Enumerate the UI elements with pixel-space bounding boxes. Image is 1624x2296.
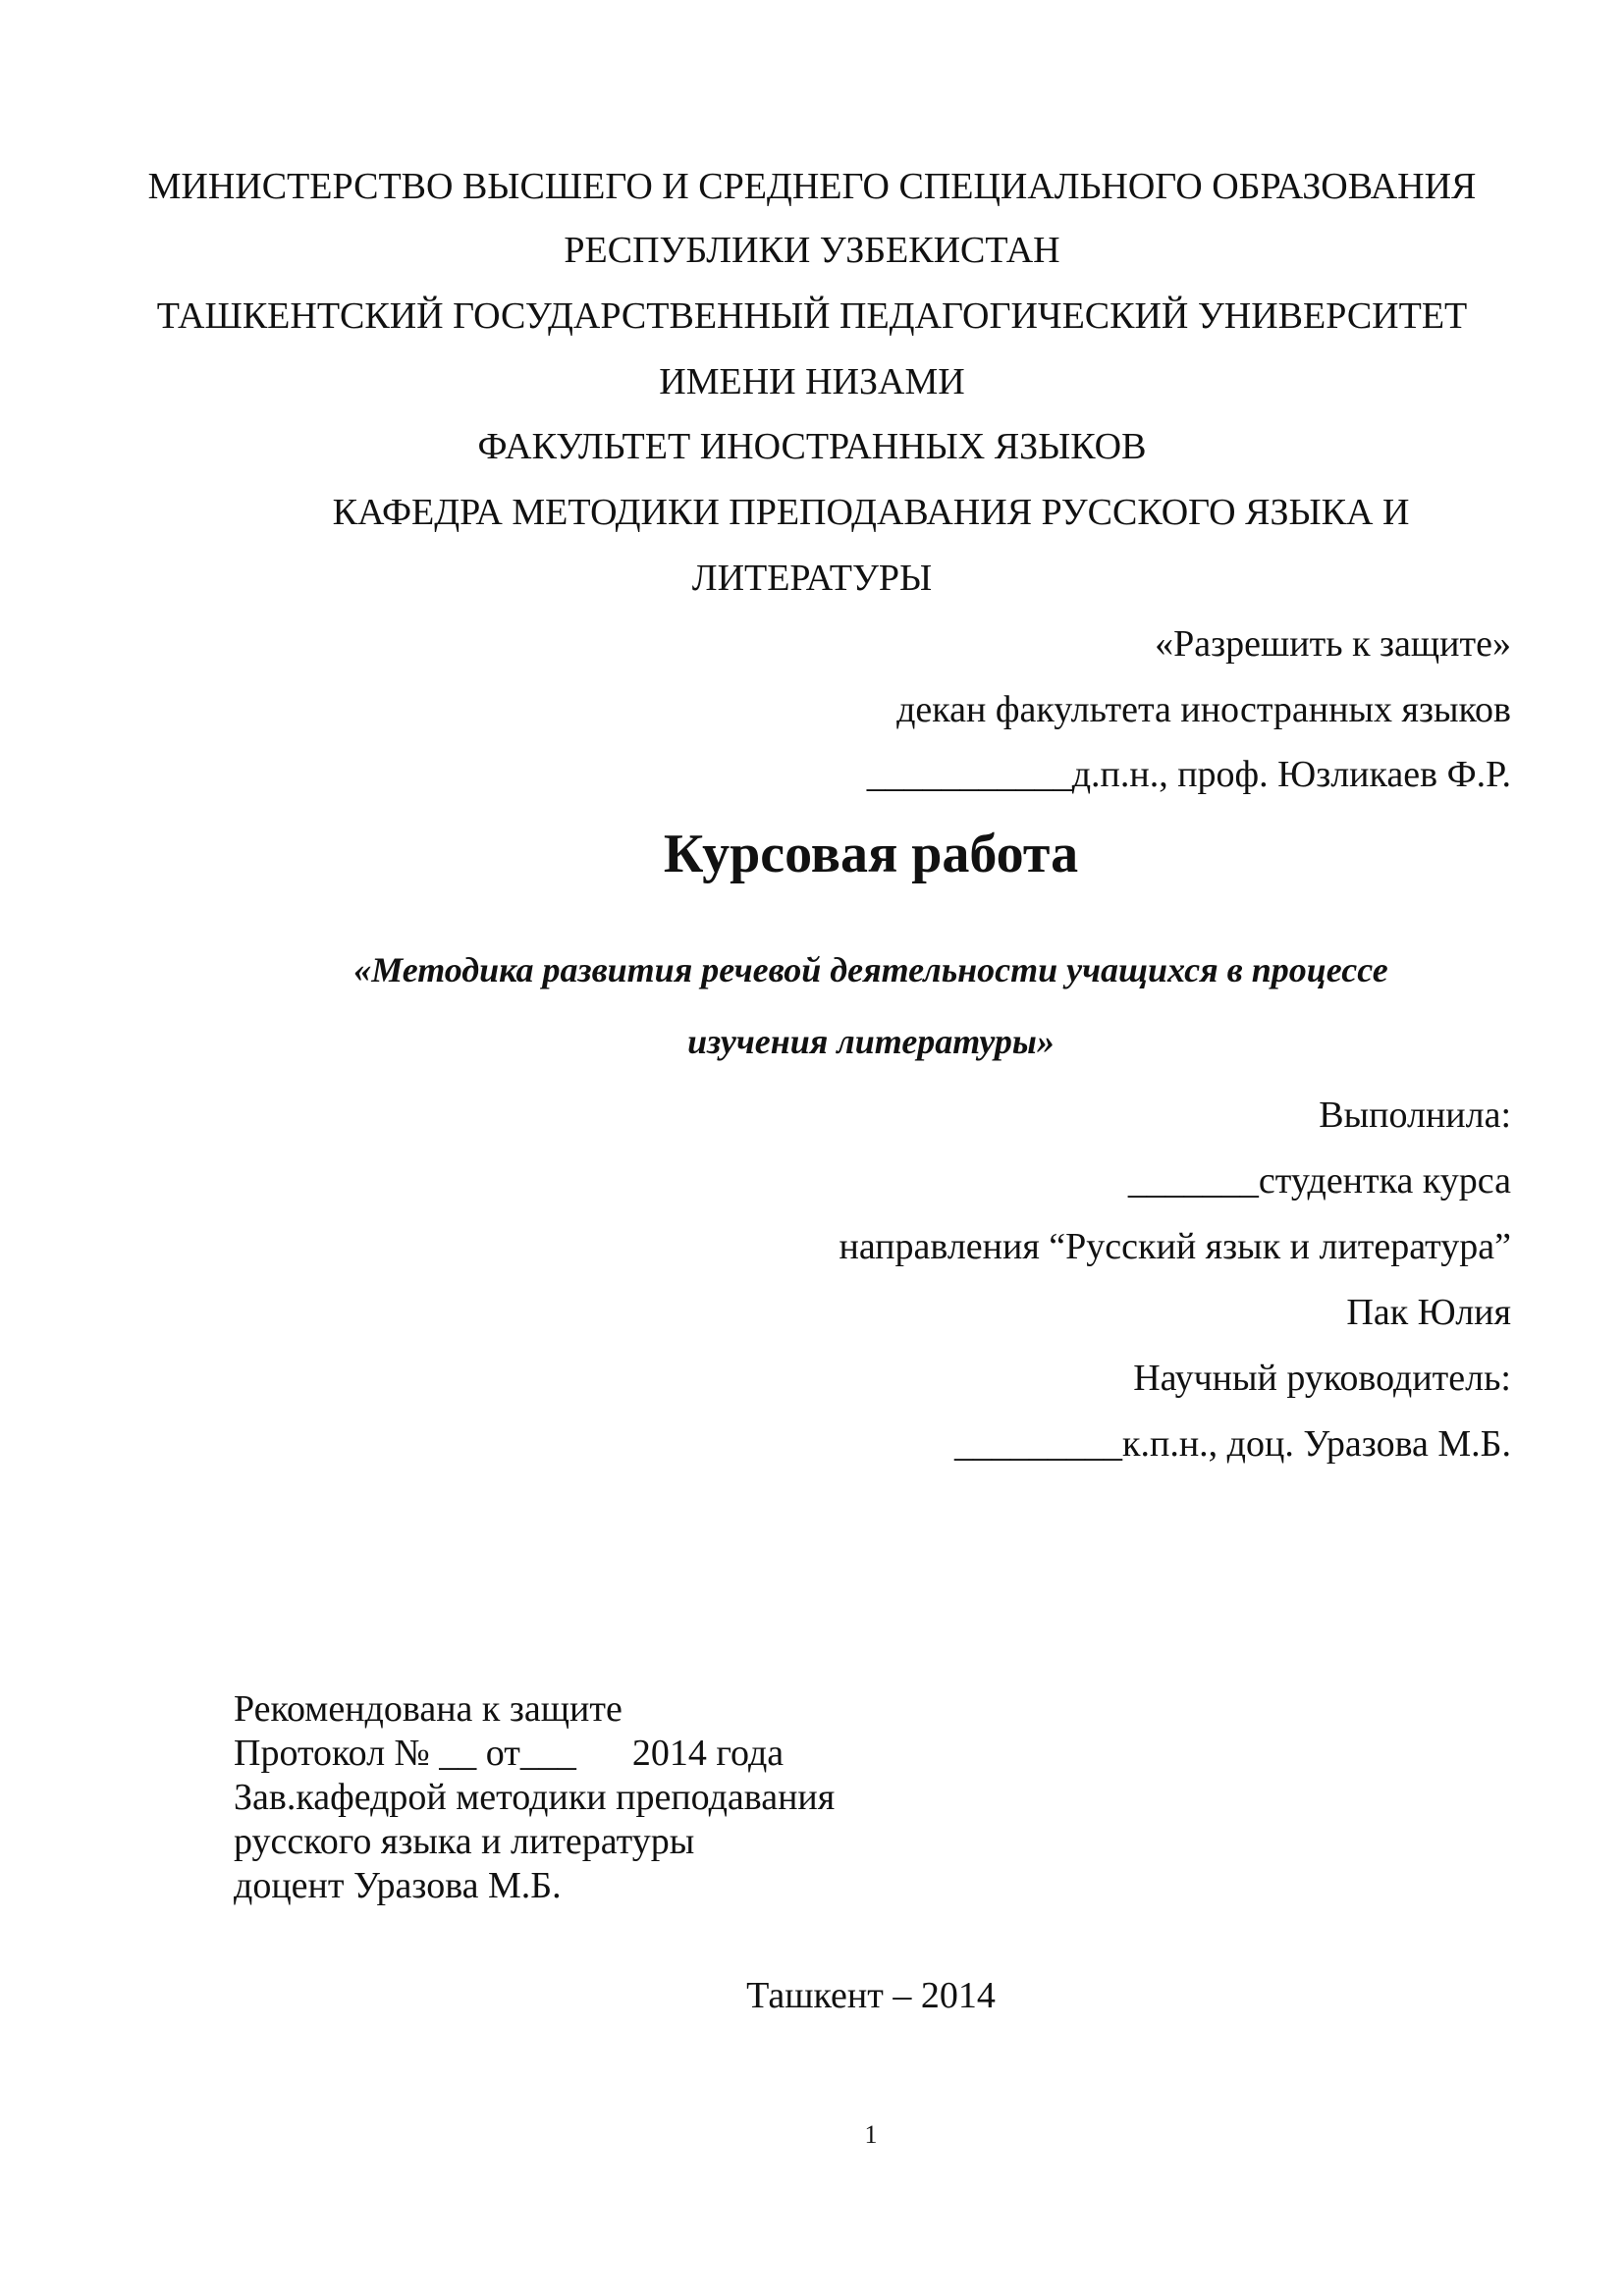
city-year: Ташкент – 2014: [746, 1975, 996, 2016]
author-course: _______студентка курса: [1127, 1160, 1511, 1201]
approval-dean-title: декан факультета иностранных языков: [896, 689, 1511, 730]
department-line-2: ЛИТЕРАТУРЫ: [691, 558, 933, 599]
approval-allow: «Разрешить к защите»: [1155, 623, 1511, 665]
university-line-1: ТАШКЕНТСКИЙ ГОСУДАРСТВЕННЫЙ ПЕДАГОГИЧЕСКИЙ УНИВЕРСИТЕТ: [156, 295, 1468, 337]
ministry-line-2: РЕСПУБЛИКИ УЗБЕКИСТАН: [564, 230, 1060, 271]
faculty-line: ФАКУЛЬТЕТ ИНОСТРАННЫХ ЯЗЫКОВ: [477, 426, 1147, 467]
document-title: Курсовая работа: [663, 824, 1079, 884]
department-line-1: КАФЕДРА МЕТОДИКИ ПРЕПОДАВАНИЯ РУССКОГО ЯЗЫКА И: [332, 492, 1410, 533]
author-name: Пак Юлия: [1346, 1292, 1511, 1333]
supervisor-signature: _________к.п.н., доц. Уразова М.Б.: [954, 1423, 1511, 1465]
recommendation-protocol: Протокол № __ от___ 2014 года: [234, 1733, 785, 1774]
university-line-2: ИМЕНИ НИЗАМИ: [659, 361, 965, 402]
recommendation-line-1: Рекомендована к защите: [234, 1688, 623, 1730]
topic-line-2: изучения литературы»: [687, 1022, 1055, 1061]
recommendation-docent: доцент Уразова М.Б.: [234, 1865, 562, 1906]
approval-dean-signature: ___________д.п.н., проф. Юзликаев Ф.Р.: [866, 754, 1511, 795]
topic-line-1: «Методика развития речевой деятельности учащихся в процессе: [353, 950, 1388, 989]
author-label: Выполнила:: [1319, 1095, 1511, 1136]
ministry-line-1: МИНИСТЕРСТВО ВЫСШЕГО И СРЕДНЕГО СПЕЦИАЛЬНОГО ОБРАЗОВАНИЯ: [147, 166, 1477, 207]
recommendation-head-title: Зав.кафедрой методики преподавания: [234, 1777, 836, 1818]
recommendation-department: русского языка и литературы: [234, 1821, 695, 1862]
page-number: 1: [864, 2120, 878, 2149]
supervisor-label: Научный руководитель:: [1133, 1358, 1511, 1399]
author-direction: направления “Русский язык и литература”: [839, 1226, 1511, 1267]
